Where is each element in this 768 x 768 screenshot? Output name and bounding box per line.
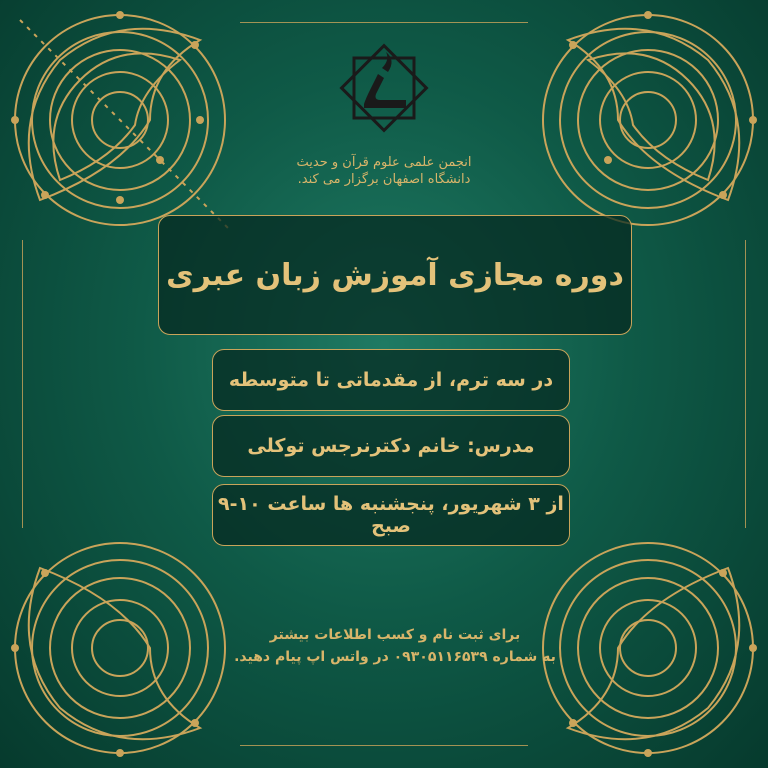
mandala-ornament-icon — [0, 0, 250, 250]
detail-box-instructor — [212, 415, 570, 477]
border-line-right — [745, 240, 746, 528]
logo-emblem — [334, 38, 434, 138]
mandala-ornament-icon — [518, 0, 768, 250]
course-title: دوره مجازی آموزش زبان عبری — [166, 257, 624, 293]
detail-box-schedule — [212, 484, 570, 546]
detail-box-level — [212, 349, 570, 411]
contact-text — [170, 624, 620, 668]
border-line-top — [240, 22, 528, 23]
organization-text — [200, 154, 568, 188]
contact-line-2: به شماره ۰۹۳۰۵۱۱۶۵۳۹ در واتس اپ پیام دهید. — [234, 649, 556, 665]
detail-instructor: مدرس: خانم دکترنرجس توکلی — [247, 435, 535, 457]
organization-line-1: انجمن علمی علوم قرآن و حدیث — [296, 155, 472, 170]
organization-line-2: دانشگاه اصفهان برگزار می کند. — [297, 172, 471, 187]
detail-schedule: از ۳ شهریور، پنجشنبه ها ساعت ۱۰-۹ صبح — [218, 493, 564, 537]
contact-line-1: برای ثبت نام و کسب اطلاعات بیشتر — [269, 627, 521, 643]
title-box — [158, 215, 632, 335]
border-line-bottom — [240, 745, 528, 746]
detail-level: در سه ترم، از مقدماتی تا متوسطه — [228, 369, 554, 391]
border-line-left — [22, 240, 23, 528]
